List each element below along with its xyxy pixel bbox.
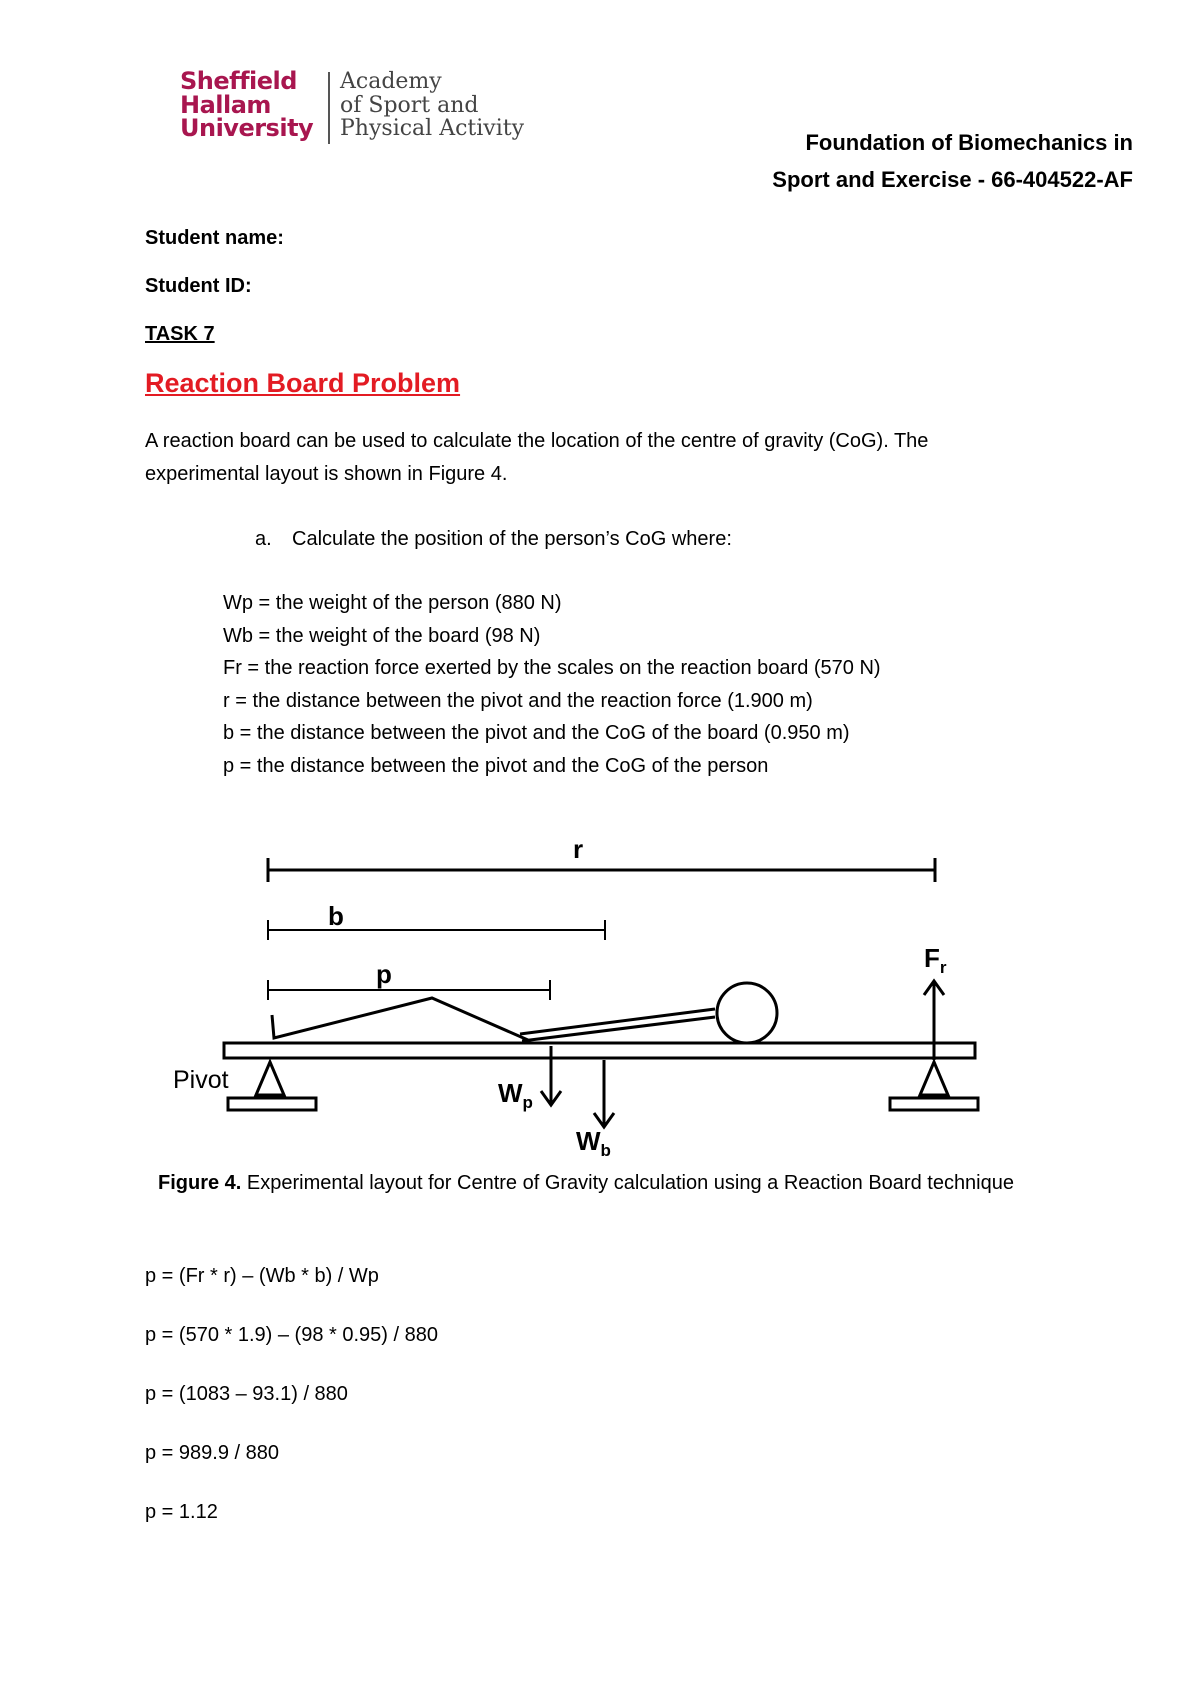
scale-triangle	[920, 1062, 948, 1095]
academy-line-1: Academy	[340, 69, 442, 94]
logo-line-1: Sheffield	[180, 67, 297, 95]
intro-line-2: experimental layout is shown in Figure 4.	[145, 463, 508, 485]
caption-text: Experimental layout for Centre of Gravity calculation using a Reaction Board technique	[241, 1172, 1014, 1194]
definition-wb: Wb = the weight of the board (98 N)	[223, 624, 541, 647]
intro-line-1: A reaction board can be used to calculate the location of the centre of gravity (CoG). The	[145, 430, 929, 452]
university-logo-text	[180, 67, 314, 142]
label-r: r	[573, 834, 584, 864]
logo-line-3: University	[180, 114, 314, 142]
task-label: TASK 7	[145, 323, 215, 345]
label-wb: $W_b$	[576, 1126, 611, 1160]
definition-fr: Fr = the reaction force exerted by the scales on the reaction board (570 N)	[223, 657, 881, 680]
pivot-base	[228, 1098, 316, 1110]
person-head	[717, 983, 777, 1043]
student-id-label: Student ID:	[145, 275, 252, 297]
definitions-list	[223, 587, 881, 783]
definition-r: r = the distance between the pivot and the reaction force (1.900 m)	[223, 689, 813, 712]
logo-line-2: Hallam	[180, 90, 271, 119]
scale-base	[890, 1098, 978, 1110]
course-title-line-2: Sport and Exercise - 66-404522-AF	[772, 167, 1133, 192]
definition-wp: Wp = the weight of the person (880 N)	[223, 592, 562, 614]
academy-line-2: of Sport and	[340, 92, 479, 118]
definition-b: b = the distance between the pivot and the CoG of the board (0.950 m)	[223, 722, 850, 745]
label-b: b	[328, 901, 344, 931]
calc-line-2: p = (570 * 1.9) – (98 * 0.95) / 880	[145, 1324, 438, 1346]
label-pivot: Pivot	[173, 1066, 229, 1094]
label-wp: $W_p$	[498, 1078, 533, 1112]
calc-line-1: p = (Fr * r) – (Wb * b) / Wp	[145, 1265, 379, 1287]
academy-line-3: Physical Activity	[340, 116, 525, 141]
caption-label: Figure 4.	[158, 1172, 242, 1194]
student-name-label: Student name:	[145, 227, 284, 249]
reaction-board	[224, 1043, 975, 1058]
academy-logo-text	[340, 70, 524, 141]
course-title	[772, 124, 1133, 198]
calc-line-5: p = 1.12	[145, 1501, 218, 1523]
calc-line-3: p = (1083 – 93.1) / 880	[145, 1383, 348, 1405]
reaction-board-diagram	[160, 820, 990, 1165]
logo-divider	[328, 72, 330, 144]
question-marker: a.	[255, 528, 272, 550]
person-legs	[272, 998, 528, 1040]
page-title: Reaction Board Problem	[145, 368, 461, 398]
label-fr: $F_r$	[924, 943, 947, 977]
pivot-triangle	[256, 1062, 284, 1095]
figure-caption	[158, 1168, 1018, 1199]
definition-p: p = the distance between the pivot and the CoG of the person	[223, 754, 769, 777]
calc-line-4: p = 989.9 / 880	[145, 1442, 280, 1464]
label-p: p	[376, 959, 392, 989]
question-text: Calculate the position of the person’s CoG where:	[292, 528, 732, 550]
course-title-line-1: Foundation of Biomechanics in	[805, 130, 1133, 155]
